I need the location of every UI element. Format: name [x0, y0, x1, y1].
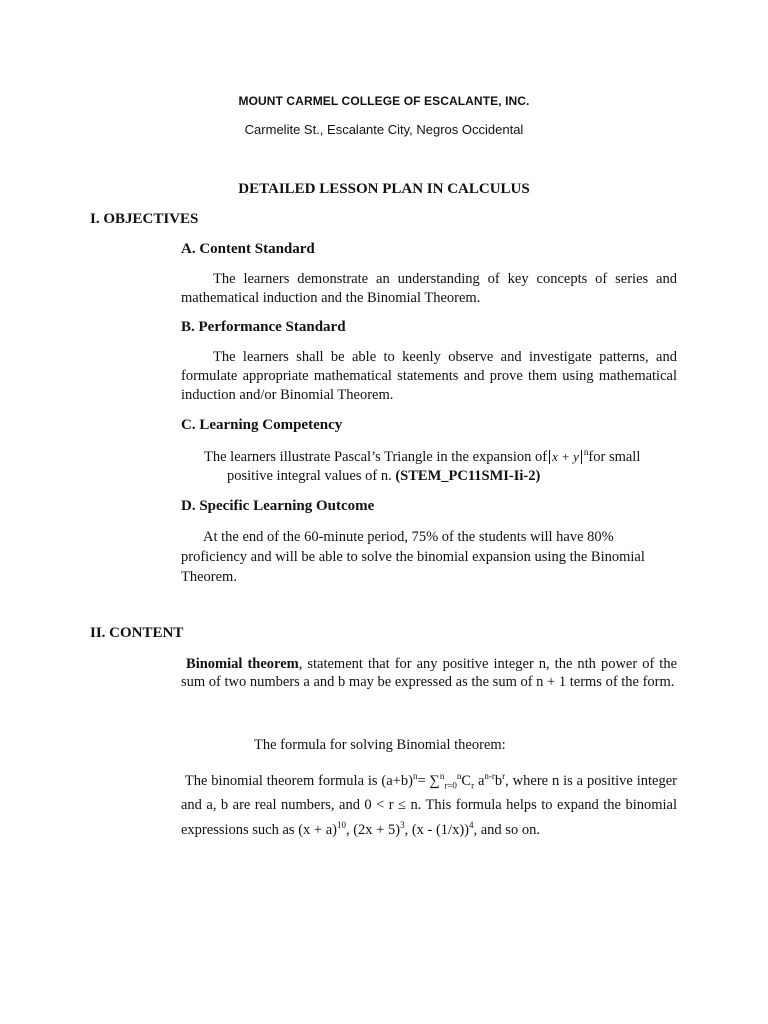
performance-standard-heading: B. Performance Standard	[181, 319, 346, 335]
math-base: x + y	[552, 448, 579, 464]
content-standard-heading: A. Content Standard	[181, 241, 315, 257]
objectives-heading: I. OBJECTIVES	[90, 211, 199, 227]
learning-competency-line1	[204, 447, 640, 466]
learning-competency-line2	[227, 468, 540, 485]
learning-competency-heading: C. Learning Competency	[181, 417, 343, 433]
competency-code: (STEM_PC11SMI-Ii-2)	[395, 468, 541, 484]
math-exponent: n	[583, 447, 589, 457]
competency-text-line2: positive integral values of n.	[227, 468, 392, 484]
performance-standard-text: The learners shall be able to keenly observe and investigate patterns, and formulate appropriate mathematical statements and prove them using mathematical induction and/or Binomial Theorem.	[181, 349, 677, 403]
content-heading: II. CONTENT	[90, 625, 184, 641]
binomial-definition	[181, 655, 677, 691]
content-standard-text: The learners demonstrate an understanding of key concepts of series and mathematical induction and the Binomial Theorem.	[181, 271, 677, 306]
document-title: DETAILED LESSON PLAN IN CALCULUS	[238, 181, 530, 197]
specific-outcome-heading: D. Specific Learning Outcome	[181, 498, 375, 514]
competency-text-post: for small	[588, 448, 641, 465]
formula-paragraph: The binomial theorem formula is $(a+b)^n= \sum^n_{r=0}^nC_r$ $a^{n-r}b^r$, where n is a positive integer and a, b are real numbers, and 0 < r ≤ n. This formula helps to expand the binomial expressions such as $(x + a)^{10}$, $(2x + 5)^3$, (x - (1/x))$^4$, and so on.	[181, 771, 677, 838]
binomial-term: Binomial theorem	[186, 656, 299, 672]
binomial-definition-text: , statement that for any positive integer n, the nth power of the sum of two numbers a and b may be expressed as the sum of n + 1 terms of the form.	[181, 656, 678, 690]
formula-intro: The formula for solving Binomial theorem:	[254, 737, 506, 753]
math-expression	[549, 450, 582, 464]
specific-outcome-text: At the end of the 60-minute period, 75% of the students will have 80% proficiency and will be able to solve the binomial expansion using the Binomial Theorem.	[181, 529, 645, 585]
competency-text-pre: The learners illustrate Pascal’s Triangle in the expansion of	[204, 448, 548, 465]
school-address: Carmelite St., Escalante City, Negros Occidental	[244, 122, 524, 137]
school-name: MOUNT CARMEL COLLEGE OF ESCALANTE, INC.	[238, 94, 530, 108]
